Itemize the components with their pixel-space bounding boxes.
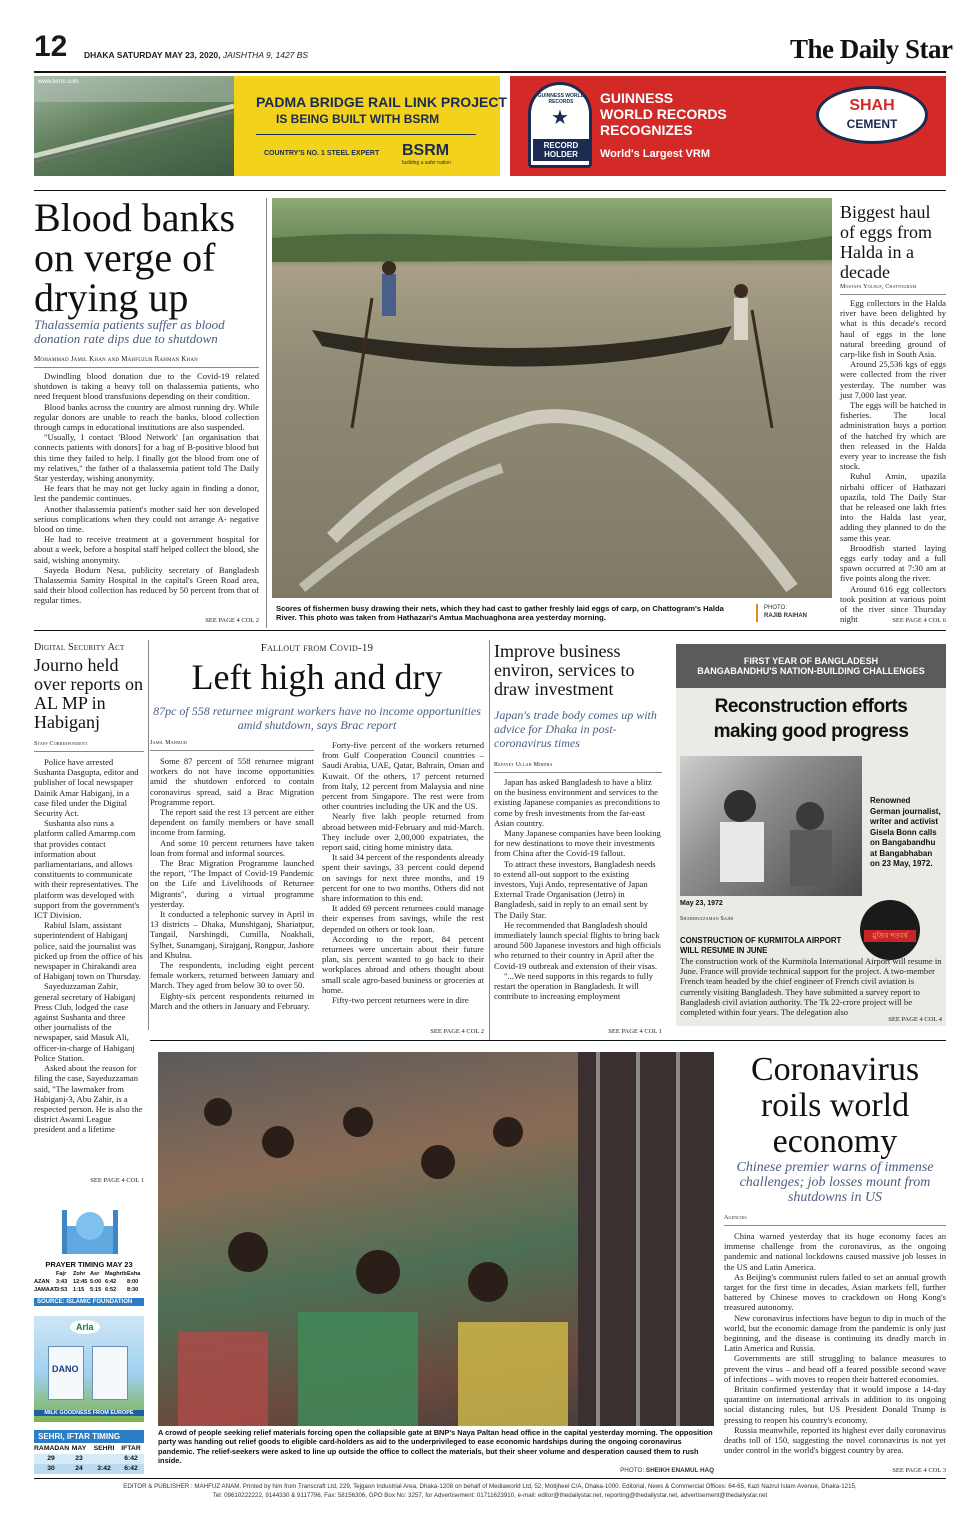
business-body: Japan has asked Bangladesh to have a blitz on the business environment and services to the existing Japanese companies as preconditions to come by fresh investments from the far-east Asian country. Many Japanese companies have been looking for new destinations to move their investments from China after the Covid-19 fallout. To attract these investors, Bangladesh needs to extend all-out support to the existing investors, Yuji Ando, representative of Japan External Trade Organisation (Jetro) in Bangladesh, said in reply to an email sent by The Daily Star. He recommended that Bangladesh should immediately launch special flights to bring back around 500 Japanese investors and high officials who returned to their country in April after the Covid-19 outbreak and extension of their visas. "...We need supports in this regards to fully restart the operation in Bangladesh. It will contribute to increasing employment: [494, 777, 661, 1002]
bridge-graphic: [34, 76, 234, 176]
journo-see-page[interactable]: SEE PAGE 4 COL 1: [90, 1177, 144, 1184]
bangabandhu-banner: FIRST YEAR OF BANGLADESH BANGABANDHU'S NATION-BUILDING CHALLENGES: [676, 644, 946, 688]
bsrm-tag: COUNTRY'S NO. 1 STEEL EXPERT: [264, 150, 380, 157]
left-high-col1: Some 87 percent of 558 returnee migrant workers do not have income opportunities amid the shutdown enforced to contain coronavirus spread, said a Brac Migration Programme report. The report said the rest 13 percent are either dependent on family members or have small income from farming. And some 10 percent returnees have taken loan from formal and informal sources. The Brac Migration Programme launched the report, "The Impact of Covid-19 Pandemic on the Life and Livelihoods of Returnee Migrants", during a virtual programme yesterday. It conducted a telephonic survey in April in 13 districts – Dhaka, Munshiganj, Shariatpur, Tangail, Narshingdi, Cumilla, Noakhali, Sylhet, Sunamganj, Sirajganj, Rangpur, Jashore and Khulna. The respondents, including eight percent female workers, returned between January and March. They aged from below 30 to over 50. Eighty-six percent respondents returned in March and the others in January and February.: [150, 756, 314, 1011]
gisela-bonn-caption: Renowned German journalist, writer and activist Gisela Bonn calls on Bangabandhu at Bangabhaban on 23 May, 1972.: [870, 796, 941, 868]
bangabandhu-headline: Reconstruction efforts making good progress: [713, 696, 909, 742]
badge-star-icon: ★: [551, 107, 569, 129]
journo-kicker: Digital Security Act: [34, 642, 125, 653]
corona-deck: Chinese premier warns of immense challenges; job losses mount from shutdowns in US: [736, 1160, 934, 1205]
left-high-kicker: Fallout from Covid-19: [260, 642, 374, 654]
masthead-rule: [34, 71, 946, 73]
milk-packs-graphic: DANO: [48, 1346, 132, 1402]
left-high-col2: Forty-five percent of the workers returned from Gulf Cooperation Council countries – Saudi Arabia, UAE, Qatar, Bahrain, Oman and Kuwait. Of the others, 17 percent returned from Italy, 12 percent from Malaysia and nine percent from Singapore. The rest were from other countries including the UK and the US. Nearly five lakh people returned from abroad between mid-February and mid-March. They include over 2,00,000 expatriates, the report said, citing home ministry data. It said 34 percent of the respondents already spent their savings, 33 percent could depend on savings for next three months, and 19 percent for one to two months. Others did not share information to this end. It added 69 percent returnees could manage their expenses from savings, while the rest depended on others or took loan. According to the report, 84 percent returnees were uncertain about their future plan, six percent wanted to go back to their workplaces abroad and others thought about small scale agro-based business or groceries at home. Fifty-two percent returnees were in dire: [322, 740, 485, 1006]
business-deck: Japan's trade body comes up with advice for Dhaka in post-coronavirus times: [494, 708, 657, 750]
footer-imprint: EDITOR & PUBLISHER : MAHFUZ ANAM. Printed by him from Transcraft Ltd, 229, Tejgaon Industrial Area, Dhaka-1208 on behalf of Mediaworld Ltd, 52, Motijheel C/A, Dhaka-1000. Editorial, News & Commercial Offices: 64-65, Kazi Nazrul Islam Avenue, Dhaka-1215, Tel: 09610222222, 9144330 & 9117796, Fax: 58156306, GPO Box No: 3257, for Advertisement: 01711623910, e-mail: editor@thedailystar.net, reporting@thedailystar.net, advertisement@thedailystar.net: [123, 1483, 857, 1499]
halda-river-photo: [272, 198, 832, 598]
eggs-byline: Mostafa Yousuf, Chattogram: [840, 284, 917, 290]
halda-photo-caption: Scores of fishermen busy drawing their nets, which they had cast to gather freshly laid eggs of carp, on Chattogram's Halda River. This photo was taken from Hathazari's Amtua Machuaghona area yesterday morning.: [276, 604, 724, 623]
corona-body: China warned yesterday that its huge economy faces an immense challenge from the coronavirus, as the ongoing pandemic and national lockdowns caused massive job losses in the US and Latin America. As Beijing's communist rulers failed to set an annual growth target for the first time in decades, Asian markets fell, further battered by Chinese moves to crackdown on Hong Kong's treasured autonomy. New coronavirus infections have begun to dip in much of the world, but the economic damage from the pandemic is only just beginning, and the disease is continuing its deadly march in Latin America and Russia. Governments are still struggling to balance measures to prevent the virus – and head off a feared possible second wave of infections – with moves to reopen their battered economies. Britain confirmed yesterday that it would impose a 14-day quarantine on international arrivals in addition to its ongoing social distancing rules, but US President Donald Trump is pressing to reopen his country's economy. Russia meanwhile, reported its highest ever daily coronavirus deaths toll of 150, suggesting the novel coronavirus is not yet under control in the world's biggest country by area.: [724, 1231, 946, 1456]
bsrm-ad[interactable]: [234, 76, 507, 176]
halda-photo-credit: PHOTO: RAJIB RAIHAN: [764, 605, 808, 619]
left-high-headline: Left high and dry: [191, 657, 443, 697]
mosque-graphic: [58, 1196, 122, 1256]
bsrm-title-1: PADMA BRIDGE RAIL LINK PROJECT: [256, 94, 507, 110]
eggs-headline: Biggest haul of eggs from Halda in a decade: [840, 202, 932, 282]
page-number: 12: [34, 30, 68, 63]
fishermen-boat-graphic: [272, 198, 832, 598]
journo-body: Police have arrested Sushanta Dasgupta, editor and publisher of local newspaper Dainik Amar Habiganj, in a case filed under the Digital Security Act. Sushanta also runs a platform called Amarmp.com that provides contact information about parliamentarians, and allows constituents to communicate with their representatives. The platform was developed with support from the government's ICT Division. Rabiul Islam, assistant superintendent of Habiganj police, said the journalist was picked up from the office of his newspaper in Chirakandi area of Habiganj town on Thursday. Sayeduzzaman Zahir, general secretary of Habiganj Press Club, lodged the case against Sushanta and three other journalists of the newspaper, said Masuk Ali, officer-in-charge of Habiganj Police Station. Asked about the reason for filing the case, Sayeduzzaman said, "The lawmaker from Habiganj-3, Abu Zahir, is a respected person. He is also the district Awami League president and a lifetime: [34, 757, 143, 1135]
guinness-ad[interactable]: GUINNESS WORLD RECORDS ★ RECORD HOLDER GUINNESS WORLD RECORDS RECOGNIZES World's Largest VRM SHAH CEMENT: [510, 76, 946, 176]
bangabandhu-byline: Shahiduzzaman Sajib: [680, 916, 734, 922]
business-headline: Improve business environ, services to draw investment: [494, 641, 635, 699]
shah-logo: SHAH CEMENT: [816, 86, 928, 144]
kurmitola-body: The construction work of the Kurmitola International Airport will resume in June. France will provide technical support for the project. A two-member French team headed by the chief engineer of French civil aviation is currently visiting Bangladesh. They have submitted a survey report to Bangladesh civil aviation authority. The Tk 22-crore project will be completed within four years. The delegation also: [680, 956, 942, 1018]
journo-headline: Journo held over reports on AL MP in Habiganj: [34, 655, 143, 732]
bangabandhu-date: May 23, 1972: [680, 900, 723, 907]
left-high-byline: Jamil Mahmud: [150, 740, 187, 746]
sehri-table: RAMADAN MAY SEHRI IFTAR 29 23 6:42 30 24 3:42 6:42: [34, 1444, 144, 1474]
crowd-graphic: [158, 1052, 714, 1426]
prayer-title: PRAYER TIMING MAY 23: [45, 1260, 133, 1269]
mosque-icon: [58, 1196, 122, 1256]
eggs-see-page[interactable]: SEE PAGE 4 COL 6: [892, 617, 946, 624]
crowd-photo-caption: A crowd of people seeking relief materials forcing open the collapsible gate at BNP's Naya Paltan head office in the capital yesterday morning. The opposition party was handing out relief goods to eligible card-holders as aid to the underprivileged to ease economic hardships during the ongoing coronavirus pandemic. The relief-seekers were asked to line up outside the office to collect the materials, but their sheer volume and desperation caused them to rush inside.: [158, 1428, 713, 1465]
sehri-title: SEHRI, IFTAR TIMING: [34, 1430, 144, 1443]
meeting-graphic: [680, 756, 862, 896]
left-high-deck: 87pc of 558 returnee migrant workers have no income opportunities amid shutdown, says Brac report: [153, 704, 481, 732]
journo-byline: Staff Correspondent: [34, 741, 88, 747]
mujib-logo: মুজিব শতবর্ষ: [860, 900, 920, 960]
paper-logo: The Daily Star: [790, 34, 953, 64]
corona-headline: Coronavirus roils world economy: [750, 1051, 920, 1160]
bangabandhu-panel: [676, 644, 946, 1026]
corona-byline: Agencies: [724, 1215, 747, 1221]
business-see-page[interactable]: SEE PAGE 4 COL 1: [608, 1028, 662, 1035]
crowd-photo-credit: PHOTO: SHEIKH ENAMUL HAQ: [620, 1467, 714, 1474]
blood-banks-see-page[interactable]: SEE PAGE 4 COL 2: [205, 617, 259, 624]
bsrm-title-2: IS BEING BUILT WITH BSRM: [276, 112, 440, 126]
arla-dano-ad[interactable]: Arla DANO MILK GOODNESS FROM EUROPE: [34, 1316, 144, 1422]
prayer-table: Fajr Zohr Asr Maghrib Esha AZAN 3:43 12:45 5:00 6:42 8:00 JAMAAT 3:53 1:15 5:15 6:52 8:30: [34, 1271, 141, 1293]
dateline: DHAKA SATURDAY MAY 23, 2020, JAISHTHA 9, 1427 BS: [84, 50, 309, 60]
blood-banks-byline: Mohammad Jamil Khan and Mahfuzur Rahman Khan: [34, 355, 198, 363]
relief-crowd-photo: [158, 1052, 714, 1426]
left-high-see-page[interactable]: SEE PAGE 4 COL 2: [430, 1028, 484, 1035]
prayer-source: SOURCE: ISLAMIC FOUNDATION: [34, 1298, 144, 1306]
bsrm-logo: BSRM: [402, 142, 450, 159]
kurmitola-subhead: CONSTRUCTION OF KURMITOLA AIRPORT WILL RESUME IN JUNE: [680, 936, 842, 955]
blood-banks-deck: Thalassemia patients suffer as blood donation rate dips due to shutdown: [34, 317, 225, 346]
bangabandhu-see-page[interactable]: SEE PAGE 4 COL 4: [888, 1016, 942, 1023]
business-byline: Refayet Ullah Mirdha: [494, 762, 553, 768]
bsrm-url: www.bsrm.com: [38, 79, 79, 85]
eggs-body: Egg collectors in the Halda river have been delighted by what is this decade's record haul of eggs in the lone natural breeding ground of carp-like fish in South Asia. Around 25,536 kgs of eggs were collected from the river yesterday. The number was just 7,000 last year. The eggs will be hatched in fisheries. The local administration buys a portion of the hatched fry which are then released in the Halda every year to increase the fish stock. Ruhul Amin, upazila nirbahi officer of Hathazari upazila, told The Daily Star that he released one lakh fries into the Halda last year, adding they planned to do the same this year. Broodfish started laying eggs early today and a full spawn occurred at 7:30 am at five points along the river. Around 616 egg collectors took position at various point of the river since Thursday night: [840, 298, 946, 625]
corona-see-page[interactable]: SEE PAGE 4 COL 3: [892, 1467, 946, 1474]
gisela-bonn-photo: [680, 756, 862, 896]
blood-banks-body: Dwindling blood donation due to the Covid-19 related shutdown is taking a heavy toll on thalassemia patients, who need frequent blood transfusions depending on their condition. Blood banks across the country are almost running dry. While regular donors are unable to reach the banks, blood collection through camps in educational institutions are also suspended. "Usually, I contact 'Blood Network' [an organisation that connects patients with donors] for a bag of B-positive blood but this time they failed to help. I finally got the blood from one of my relatives," the father of a thalassemia patient told The Daily Star yesterday, wishing anonymity. He fears that he may not get lucky again in finding a donor, lest the pandemic continues. Another thalassemia patient's mother said her son developed serious complications when they could not arrange A- negative blood on time. He had to receive treatment at a government hospital for about a week, before a hospital staff helped collect the blood, she said, wishing anonymity. Sayeda Bodurn Nesa, publicity secretary of Bangladesh Thalassemia Samity Hospital in the capital's Green Road area, said their blood collection has reduced by 50 percent from that of regular times.: [34, 371, 259, 606]
bsrm-rail-photo: [34, 76, 234, 176]
bsrm-sub: building a safer nation: [402, 160, 451, 166]
guinness-badge: GUINNESS WORLD RECORDS ★ RECORD HOLDER: [528, 82, 592, 168]
blood-banks-headline: Blood banks on verge of drying up: [34, 195, 236, 320]
